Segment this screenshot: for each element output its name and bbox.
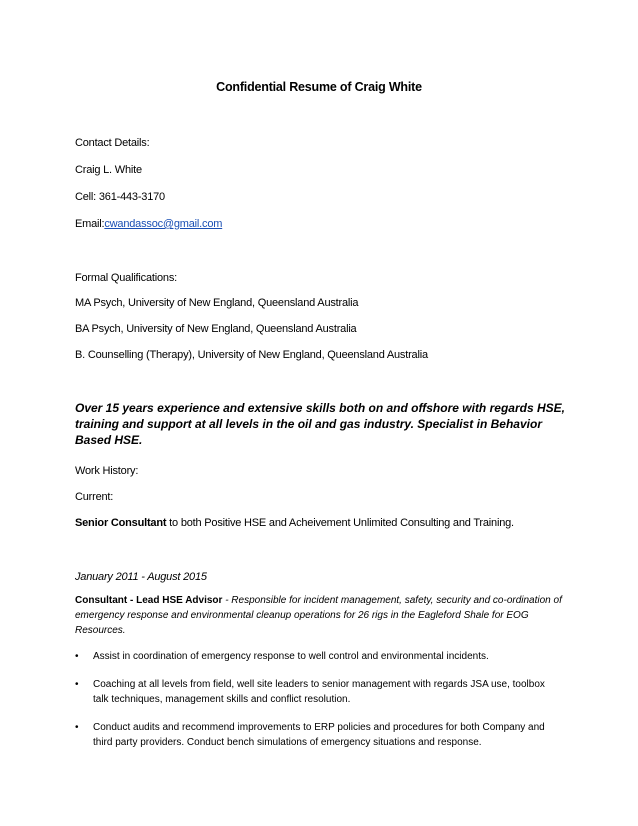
contact-name: Craig L. White: [75, 164, 142, 176]
bullet-text: Conduct audits and recommend improvements to ERP policies and procedures for both Company and third party providers. Conduct bench simulations of emergency situations and response.: [93, 722, 545, 748]
bullet-icon: •: [75, 679, 79, 690]
qualification-item: BA Psych, University of New England, Queensland Australia: [75, 323, 357, 335]
bullet-text: Assist in coordination of emergency response to well control and environmental incidents.: [93, 651, 489, 662]
bullet-icon: •: [75, 722, 79, 733]
current-label: Current:: [75, 491, 114, 503]
current-description: to both Positive HSE and Acheivement Unlimited Consulting and Training.: [166, 517, 514, 529]
qualifications-heading: Formal Qualifications:: [75, 272, 177, 284]
page-title: Confidential Resume of Craig White: [216, 80, 422, 94]
contact-cell: Cell: 361-443-3170: [75, 191, 165, 203]
contact-email-row: [75, 217, 222, 231]
current-role: Senior Consultant: [75, 517, 167, 529]
email-link[interactable]: cwandassoc@gmail.com: [104, 218, 223, 230]
role-description: - Responsible for incident management, safety, security and co-ordination of emergency response and environmental cleanup operations for 26 rigs in the Eagleford Shale for EOG Resources.: [75, 595, 562, 636]
qualification-item: MA Psych, University of New England, Queensland Australia: [75, 297, 359, 309]
role-description-block: [75, 593, 565, 638]
experience-summary: Over 15 years experience and extensive skills both on and offshore with regards HSE, training and support at all levels in the oil and gas industry. Specialist in Behavior Based HSE.: [75, 401, 565, 447]
bullet-text: Coaching at all levels from field, well site leaders to senior management with regards JSA use, toolbox talk techniques, management skills and conflict resolution.: [93, 679, 545, 705]
role-title: Consultant - Lead HSE Advisor: [75, 595, 223, 606]
work-history-heading: Work History:: [75, 465, 139, 477]
employment-period: January 2011 - August 2015: [75, 571, 207, 583]
email-label: Email:: [75, 218, 105, 230]
bullet-icon: •: [75, 651, 79, 662]
contact-heading: Contact Details:: [75, 137, 150, 149]
qualification-item: B. Counselling (Therapy), University of New England, Queensland Australia: [75, 349, 428, 361]
current-position: [75, 516, 514, 530]
